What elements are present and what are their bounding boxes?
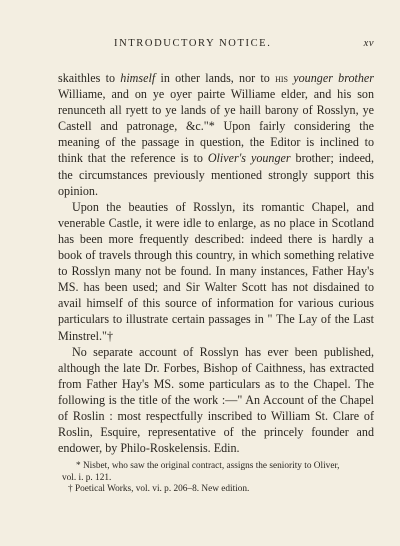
italic-run: Oliver's younger — [207, 151, 291, 166]
paragraph-1 — [58, 70, 374, 199]
text-run: brother; indeed, the circumstances previously mentioned strongly support this opinion. — [58, 151, 375, 198]
paragraph-2: Upon the beauties of Rosslyn, its romantic Chapel, and venerable Castle, it were idle to enlarge, as no place in Scotland has been more frequently described: indeed there is hardly a book of travels through this country, in which something relative to Rosslyn many not be found. In many instances, Father Hay's MS. has been used; and Sir Walter Scott has not disdained to avail himself of this source of information for various curious particulars to illustrate certain passages in " The Lay of the Last Minstrel."† — [58, 199, 374, 343]
footnote-1-continued: vol. i. p. 121. — [62, 472, 112, 483]
body-text — [58, 70, 374, 456]
text-run: Williame, and on ye oyer pairte Williame elder, and his son renunceth all ryett to ye lands of ye haill barony of Rosslyn, ye Castell and patronage, &c."* Upon fairly considering the meaning of the passage in question, the Editor is inclined to think that the reference is to — [58, 87, 374, 166]
text-run: skaithles to — [58, 71, 121, 85]
small-caps-run: his — [275, 71, 288, 85]
page-number: xv — [363, 38, 374, 49]
footnote-2: † Poetical Works, vol. vi. p. 206–8. New edition. — [68, 484, 250, 494]
italic-run: younger brother — [293, 71, 374, 85]
text-run: in other lands, nor to — [155, 71, 276, 85]
paragraph-3: No separate account of Rosslyn has ever been published, although the late Dr. Forbes, Bishop of Caithness, has extracted from Father Hay's MS. some particulars as to the Chapel. The following is the title of the work :—" An Account of the Chapel of Roslin : most respectfully inscribed to William St. Clare of Roslin, Esquire, representative of the princely founder and endower, by Philo-Roskelensis. Edin. — [58, 344, 374, 456]
running-title: INTRODUCTORY NOTICE. — [114, 38, 272, 49]
footnote-1: * Nisbet, who saw the original contract, assigns the seniority to Oliver, — [76, 461, 340, 471]
running-header — [58, 38, 374, 52]
footnotes — [58, 461, 374, 496]
italic-run: himself — [120, 71, 156, 85]
